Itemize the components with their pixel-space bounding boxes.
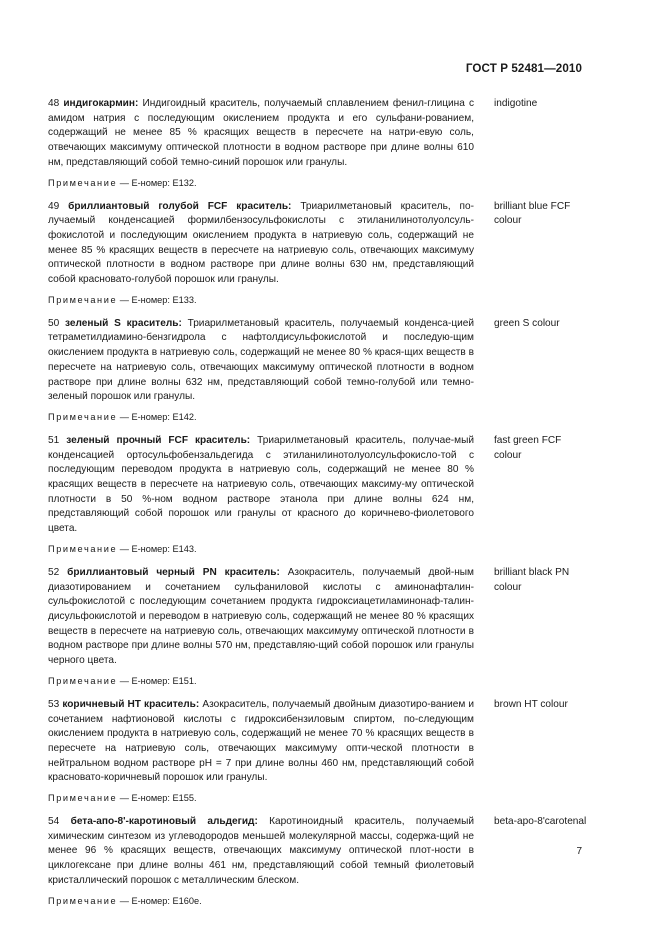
term-note (48, 675, 588, 688)
note-text: Е-номер: Е142. (131, 411, 197, 422)
term-entry (48, 434, 588, 556)
term-title: бета-апо-8'-каротиновый альдегид: (70, 816, 258, 828)
note-dash: — (117, 675, 132, 686)
term-definition: Триарилметановый краситель, получаемый конденса-цией тетраметилдиамино-бензгидрола с нафтолдисульфокислотой и последую-щим окислением продукта в натриевую соль, содержащий не менее 80 % крася-щих веществ в пересчете на натриевую соль, отвечающих максимуму оптической плотности в водном растворе при длине волны 632 нм, представляющий собой темно-голубой или темно-зеленый порошок или гранулы. (48, 317, 474, 403)
term-entry (48, 698, 588, 805)
term-note (48, 543, 588, 556)
term-title: бриллиантовый черный PN краситель: (67, 566, 280, 578)
note-dash: — (117, 411, 132, 422)
term-definition: Каротиноидный краситель, получаемый химическим синтезом из углеводородов меньшей молекулярной массы, содержа-щий не менее 96 % красящих веществ, отвечающих максимуму оптической плот-ности в циклогексане при длине волны 461 нм, представляющий собой темный фиолетовый кристаллический порошок с металлическим блеском. (48, 816, 474, 886)
english-equivalent: indigotine (494, 98, 538, 109)
english-equivalent: fast green FCF colour (494, 434, 562, 461)
note-text: Е-номер: Е155. (131, 793, 197, 804)
term-entry (48, 317, 588, 424)
document-standard-code: ГОСТ Р 52481—2010 (465, 62, 582, 75)
term-definition: Азокраситель, получаемый двой-ным диазотированием и сочетанием сульфаниловой кислоты с аминонафталин-сульфокислотой с последующим сочетанием продукта гидроксиацетиламинонаф-талин-дисульфокислотой и переводом в натриевую соль, содержащий не менее 80 % красящих веществ в пересчете на натриевую соль, отвечающих максимуму оптической плотности в водном растворе при длине волны 570 нм, представляю-щий собой порошок или гранулы черного цвета. (48, 566, 474, 667)
term-number: 54 (48, 816, 60, 828)
term-definition-block (48, 815, 474, 889)
note-label: Примечание (48, 895, 118, 906)
term-note (48, 294, 588, 307)
english-equivalent: brown HT colour (494, 698, 568, 710)
note-label: Примечание (48, 177, 118, 188)
term-definition: Триарилметановый краситель, получае-мый конденсацией ортосульфобензальдегида с этиланилинотолуолсульфокисло-той с последующим переводом продукта в натриевую соль, содержащий не менее 80 % красящих веществ в пересчете на натриевую соль, отвечающих максиму-му оптической плотности в 50 %-ном водном растворе этанола при длине волны 624 нм, представляющий собой порошок или гранулы от красного до коричнево-фиолетового цвета. (48, 434, 474, 535)
note-text: Е-номер: Е151. (131, 675, 197, 686)
note-text: Е-номер: Е132. (131, 177, 197, 188)
note-text: Е-номер: Е133. (131, 294, 197, 305)
term-definition-block (48, 317, 474, 405)
term-definition-block (48, 698, 474, 786)
note-label: Примечание (48, 294, 118, 305)
english-equivalent: brilliant black PN colour (494, 566, 570, 593)
term-entry (48, 815, 588, 908)
note-dash: — (117, 177, 132, 188)
term-definition-block (48, 566, 474, 669)
term-entries-list (48, 97, 588, 918)
term-definition: Индигоидный краситель, получаемый сплавлением фенил-глицина с амидом натрия с последующим окислением продукта и его сульфани-рованием, содержащий не менее 85 % красящих веществ в пересчете на натри-евую соль, отвечающих максимуму оптической плотности в водном растворе при длине волны 610 нм, представляющий собой темно-синий порошок или гранулы. (48, 98, 474, 168)
term-definition-block (48, 434, 474, 537)
english-equivalent: green S colour (494, 317, 560, 329)
english-equivalent: beta-apo-8'carotenal (494, 816, 587, 828)
note-label: Примечание (48, 411, 118, 422)
note-dash: — (117, 793, 132, 804)
term-note (48, 895, 588, 908)
term-title: зеленый прочный FCF краситель: (66, 434, 251, 446)
term-entry (48, 200, 588, 307)
term-title: бриллиантовый голубой FCF краситель: (68, 200, 292, 212)
term-definition-block (48, 97, 474, 171)
term-title: зеленый S краситель: (65, 317, 182, 329)
term-definition: Триарилметановый краситель, по-лучаемый конденсацией формилбензосульфокислоты с этиланилинотолуолсуль-фокислотой и последующим окислением продукта в натриевую соль, содержащий не менее 85 % красящих веществ в пересчете на натриевую соль, отвечающих максимуму оптической плотности в водном растворе при длине волны 630 нм, представляющий собой красновато-голубой порошок или гранулы. (48, 200, 474, 286)
note-dash: — (117, 543, 132, 554)
note-label: Примечание (48, 543, 118, 554)
page-number: 7 (576, 846, 582, 857)
note-text: Е-номер: Е160е. (131, 895, 202, 906)
term-entry (48, 97, 588, 190)
term-note (48, 177, 588, 190)
term-note (48, 411, 588, 424)
term-number: 53 (48, 698, 60, 710)
note-dash: — (117, 294, 132, 305)
term-entry (48, 566, 588, 688)
term-definition: Азокраситель, получаемый двойным диазотиро-ванием и сочетанием нафтионовой кислоты с гидроксибензиловым спиртом, по-следующим окислением продукта в натриевую соль, содержащий не менее 70 % красящих веществ в пересчете на натриевую соль, отвечающих максимуму опти-ческой плотности в нейтральном водном растворе pH = 7 при длине волны 460 нм, представляющий собой красновато-коричневый порошок или гранулы. (48, 698, 475, 784)
term-number: 48 (48, 98, 60, 109)
note-label: Примечание (48, 675, 118, 686)
term-definition-block (48, 200, 474, 288)
note-dash: — (117, 895, 132, 906)
term-number: 51 (48, 434, 60, 446)
term-number: 52 (48, 566, 60, 578)
term-number: 50 (48, 317, 60, 329)
term-title: индигокармин: (63, 98, 139, 109)
term-number: 49 (48, 200, 60, 212)
term-note (48, 792, 588, 805)
english-equivalent: brilliant blue FCF colour (494, 200, 571, 227)
term-title: коричневый НТ краситель: (62, 698, 200, 710)
note-label: Примечание (48, 793, 118, 804)
note-text: Е-номер: Е143. (131, 543, 197, 554)
